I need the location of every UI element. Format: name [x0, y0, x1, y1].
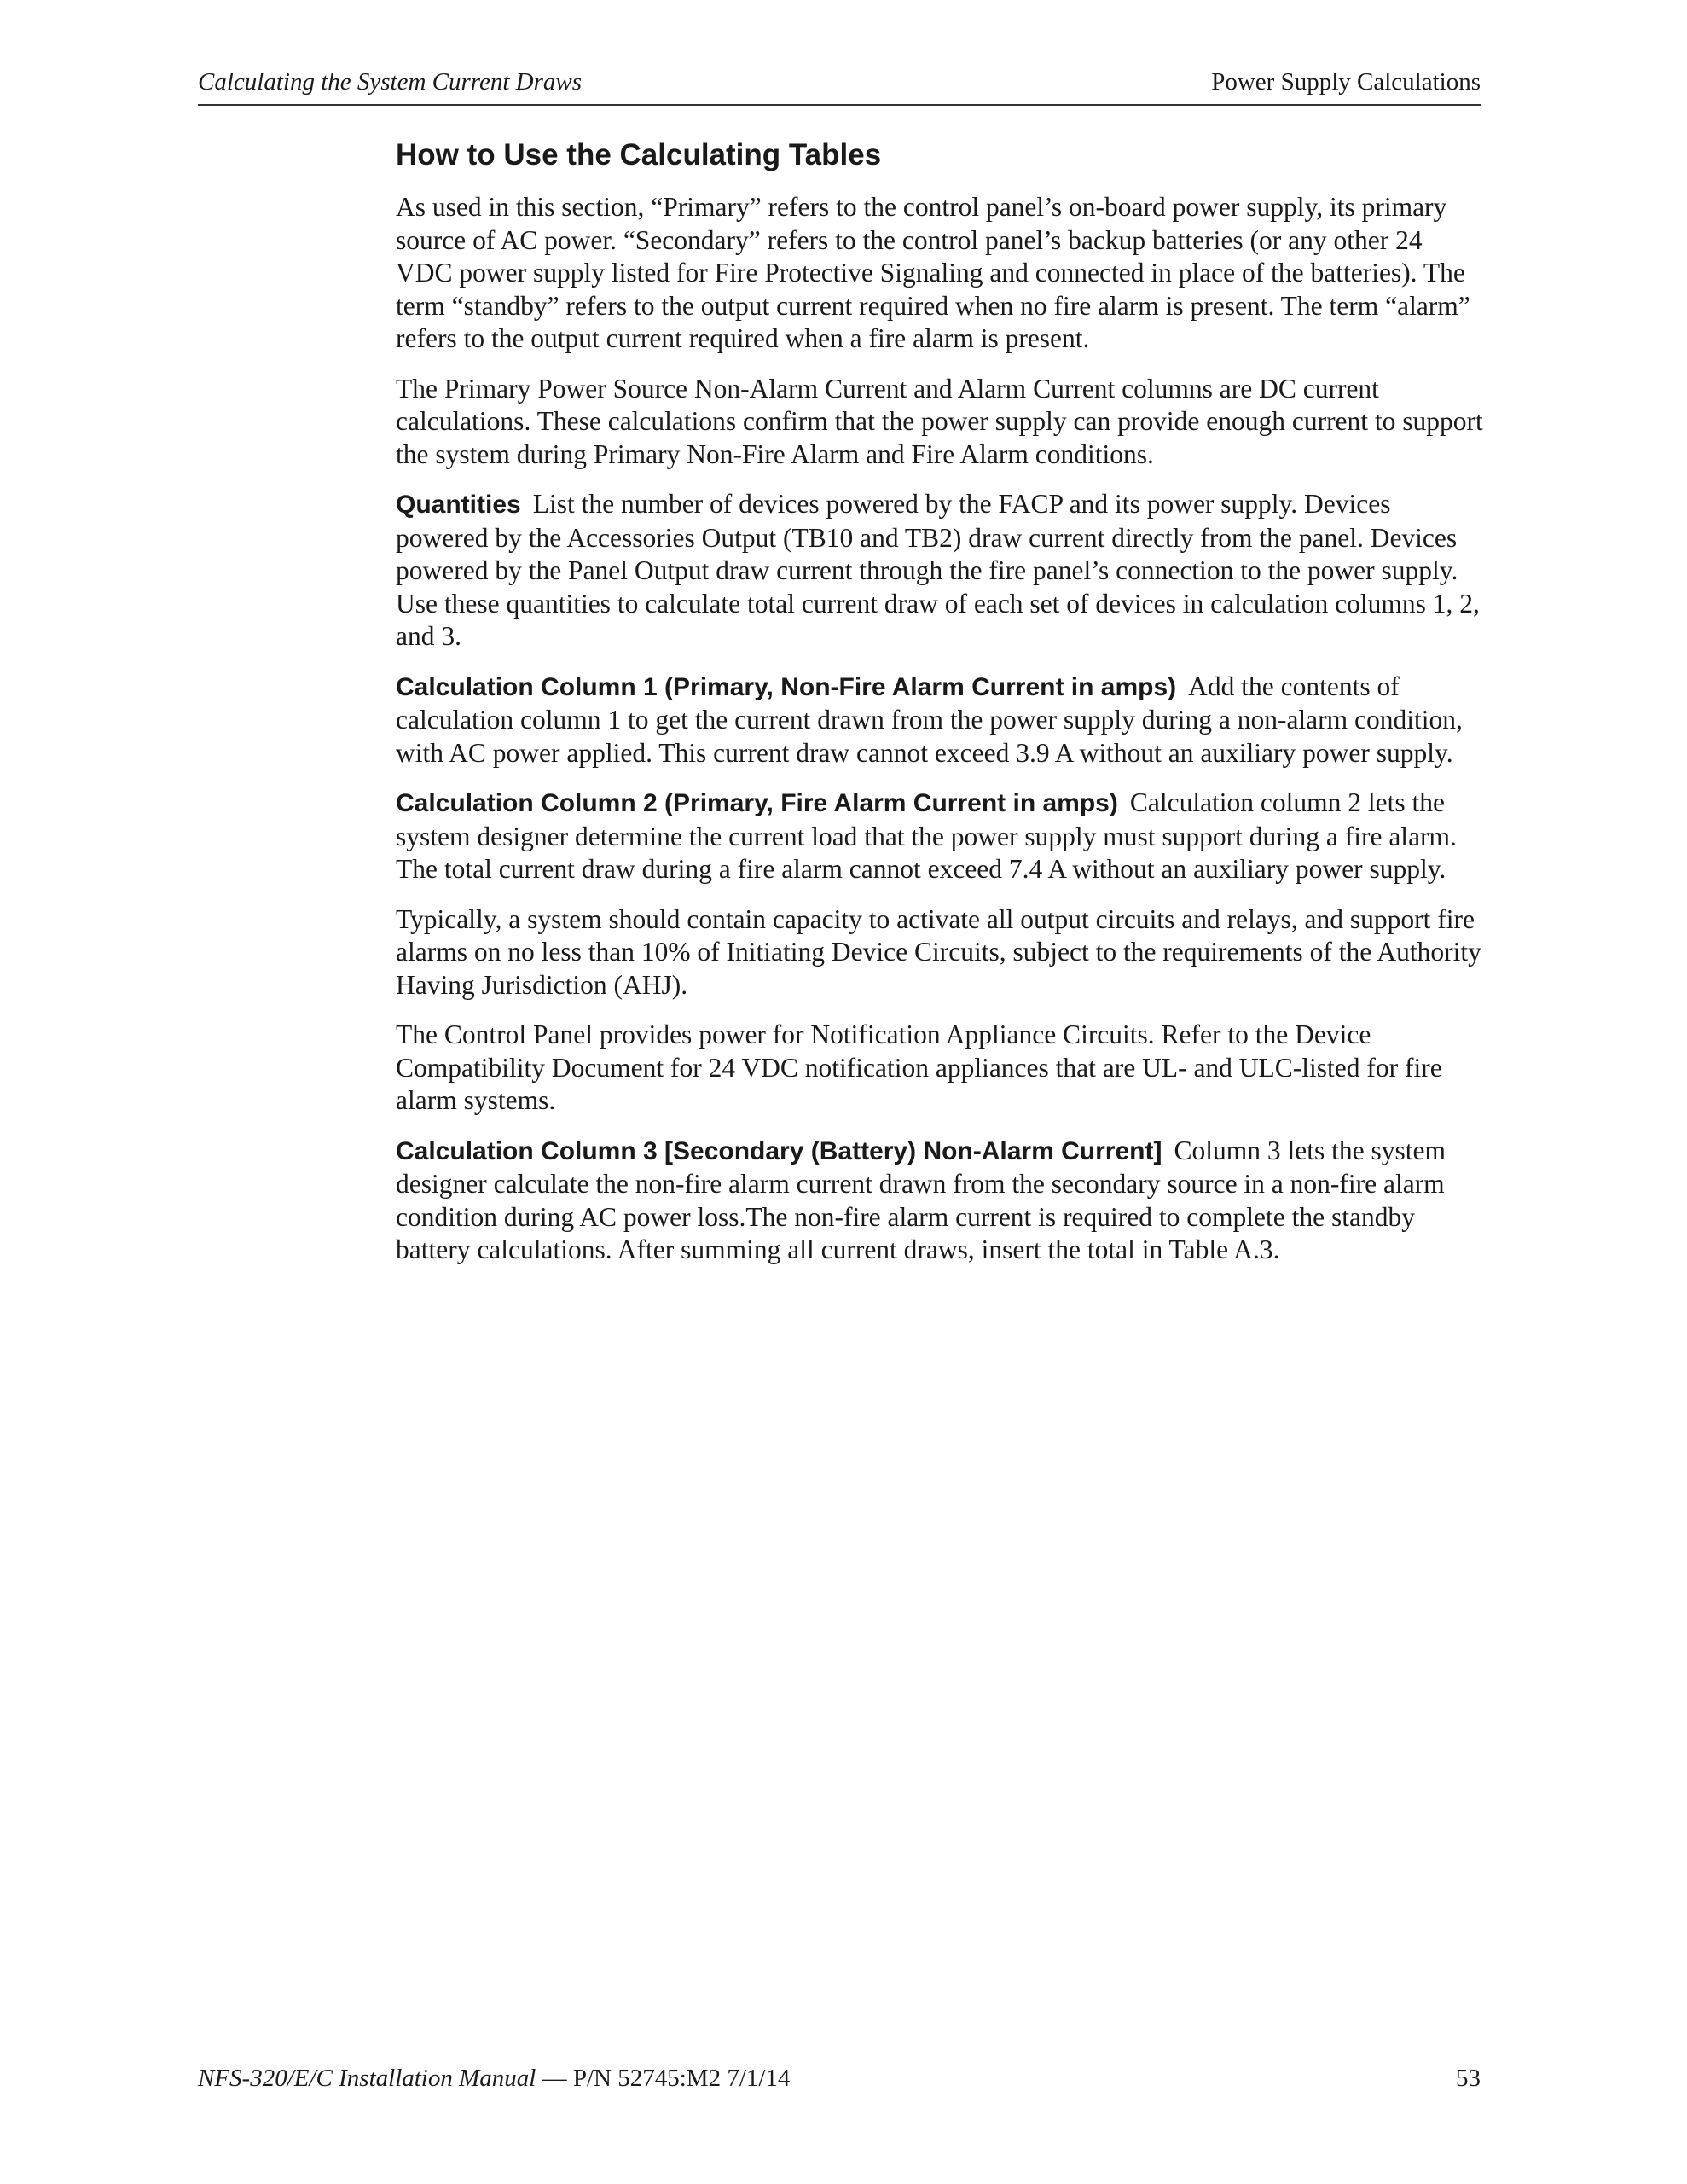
page-content	[396, 136, 1484, 1284]
header-section-title: Power Supply Calculations	[1211, 68, 1481, 96]
intro-paragraph: As used in this section, “Primary” refers to the control panel’s on-board power supply, its primary source of AC power. “Secondary” refers to the control panel’s backup batteries (or any other 24 VDC power supply listed for Fire Protective Signaling and connected in place of the batteries). The term “standby” refers to the output current required when no fire alarm is present. The term “alarm” refers to the output current required when a fire alarm is present.	[396, 192, 1470, 353]
section-title: How to Use the Calculating Tables	[396, 138, 882, 171]
quantities-heading: Quantities	[396, 491, 521, 519]
footer-document-info	[198, 2063, 790, 2094]
column1-paragraph	[396, 671, 1484, 770]
footer-manual-title: NFS-320/E/C Installation Manual	[198, 2065, 536, 2092]
quantities-text: List the number of devices powered by the FACP and its power supply. Devices powered by the Accessories Output (TB10 and TB2) draw current directly from the panel. Devices powered by the Panel Output draw current through the fire panel’s connection to the power supply. Use these quantities to calculate total current draw of each set of devices in calculation columns 1, 2, and 3.	[396, 489, 1480, 651]
page-number: 53	[1456, 2065, 1481, 2092]
page-footer	[198, 2063, 1481, 2097]
column3-heading: Calculation Column 3 [Secondary (Battery) Non-Alarm Current]	[396, 1136, 1162, 1165]
quantities-paragraph	[396, 488, 1484, 653]
capacity-paragraph: Typically, a system should contain capacity to activate all output circuits and relays, and support fire alarms on no less than 10% of Initiating Device Circuits, subject to the requirements of the Authority Having Jurisdiction (AHJ).	[396, 903, 1481, 1000]
column1-heading: Calculation Column 1 (Primary, Non-Fire Alarm Current in amps)	[396, 672, 1177, 701]
column1-text: Add the contents of calculation column 1 to get the current drawn from the power supply during a non-alarm condition, with AC power applied. This current draw cannot exceed 3.9 A without an auxiliary power supply.	[396, 671, 1463, 768]
footer-part-number: — P/N 52745:M2 7/1/14	[536, 2065, 791, 2092]
column3-paragraph	[396, 1135, 1484, 1267]
header-chapter-title: Calculating the System Current Draws	[198, 68, 583, 96]
nac-paragraph: The Control Panel provides power for Notification Appliance Circuits. Refer to the Device Compatibility Document for 24 VDC notification appliances that are UL- and ULC-listed for fire alarm systems.	[396, 1019, 1442, 1115]
column3-text: Column 3 lets the system designer calculate the non-fire alarm current drawn from the secondary source in a non-fire alarm condition during AC power loss.The non-fire alarm current is required to complete the standby battery calculations. After summing all current draws, insert the total in Table A.3.	[396, 1135, 1446, 1264]
page-header	[198, 65, 1481, 106]
column2-heading: Calculation Column 2 (Primary, Fire Alarm Current in amps)	[396, 789, 1118, 817]
column2-paragraph	[396, 787, 1484, 886]
primary-power-paragraph: The Primary Power Source Non-Alarm Current and Alarm Current columns are DC current calculations. These calculations confirm that the power supply can provide enough current to support the system during Primary Non-Fire Alarm and Fire Alarm conditions.	[396, 373, 1483, 469]
column2-text: Calculation column 2 lets the system designer determine the current load that the power supply must support during a fire alarm. The total current draw during a fire alarm cannot exceed 7.4 A without an auxiliary power supply.	[396, 787, 1457, 884]
